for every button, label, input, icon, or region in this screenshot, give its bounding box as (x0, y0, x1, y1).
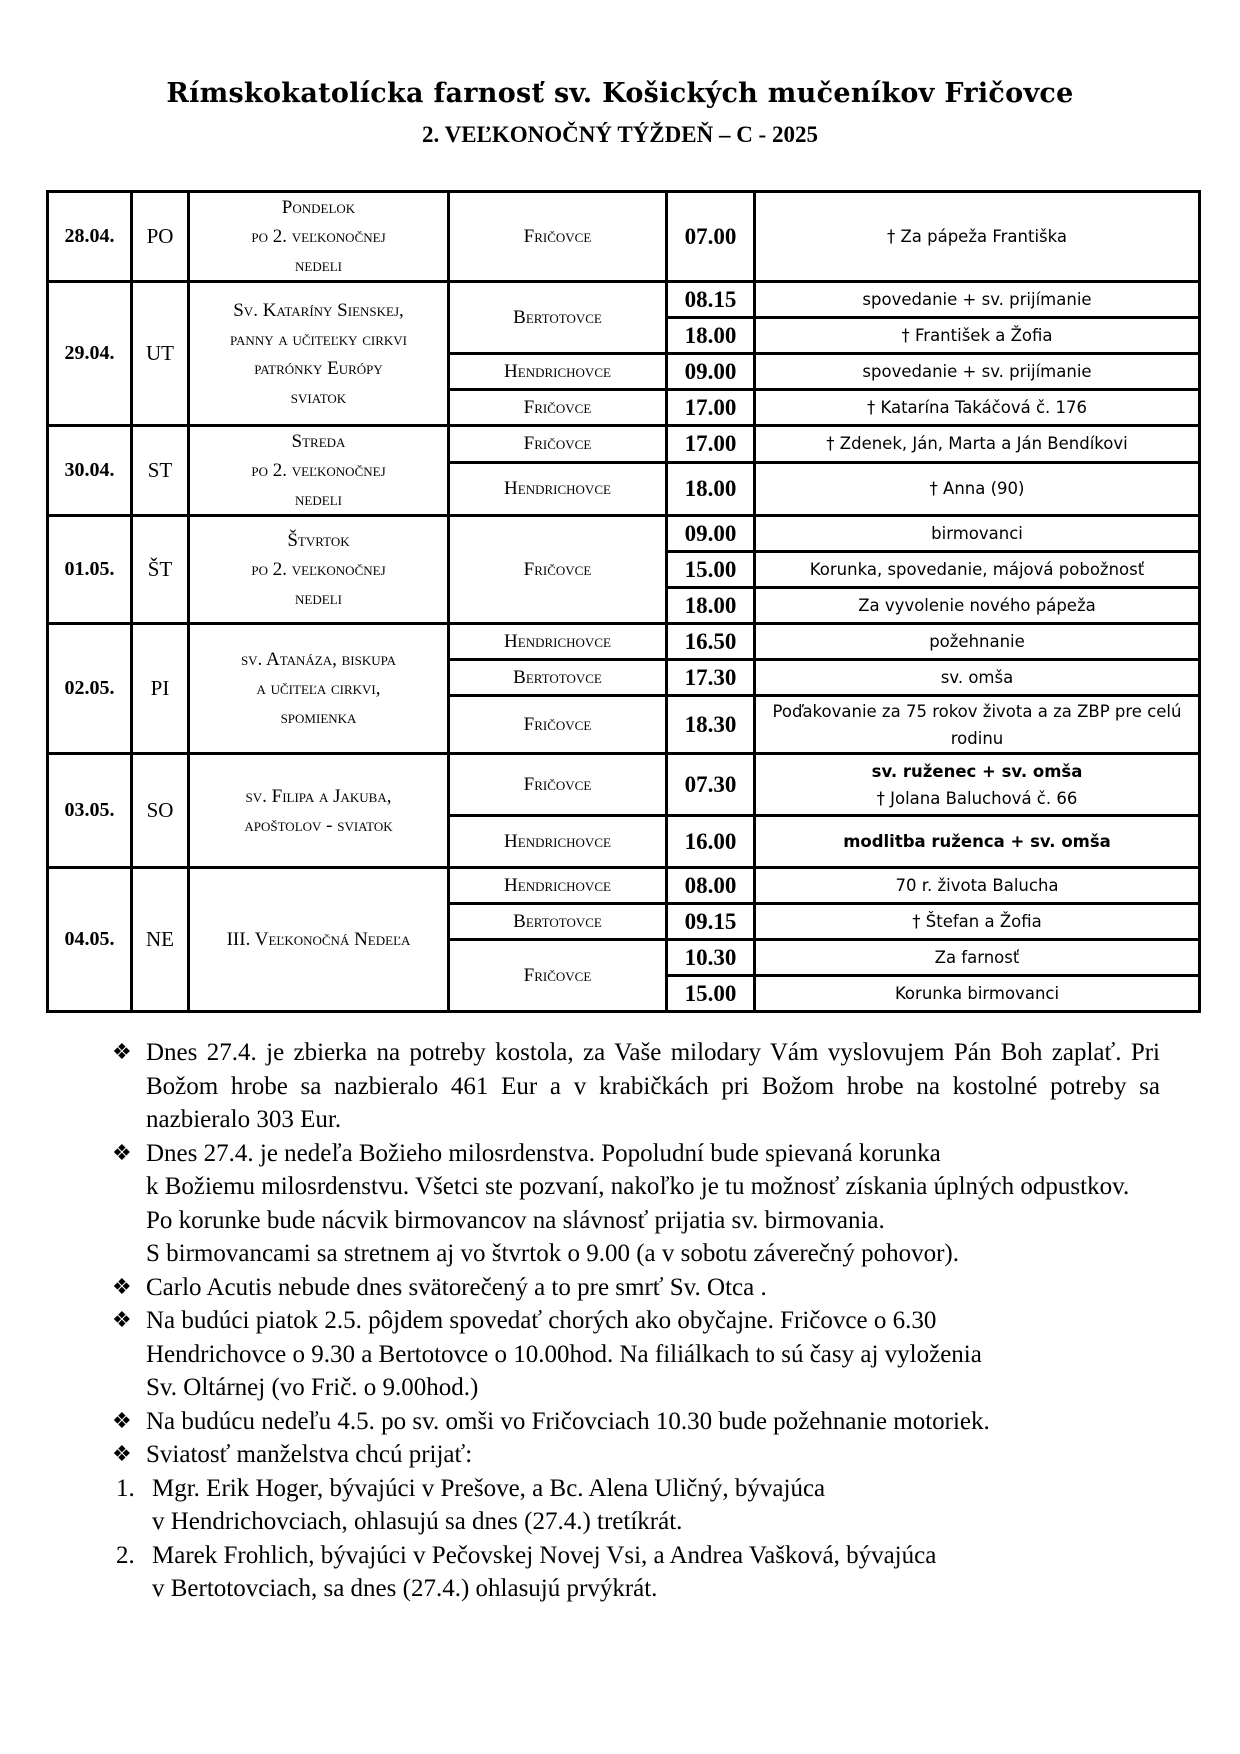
diamond-bullet-icon: ❖ (112, 1040, 132, 1065)
intention-cell: † Zdenek, Ján, Marta a Ján Bendíkovi (755, 426, 1200, 463)
marriage-item (110, 1472, 1160, 1539)
table-row (48, 426, 1200, 463)
location-cell: Fričovce (449, 426, 667, 463)
time-cell: 17.00 (667, 426, 755, 463)
intention-cell: † Štefan a Žofia (755, 904, 1200, 940)
marriage-item (110, 1539, 1160, 1606)
intention-cell (755, 754, 1200, 816)
diamond-bullet-icon: ❖ (112, 1308, 132, 1333)
occasion-cell (189, 516, 449, 624)
intention-cell: † Za pápeža Františka (755, 192, 1200, 282)
date-cell: 29.04. (48, 282, 132, 426)
time-cell: 18.00 (667, 318, 755, 354)
announcement-text: Sv. Oltárnej (vo Frič. o 9.00hod.) (146, 1374, 479, 1401)
marriage-text: Marek Frohlich, bývajúci v Pečovskej Novej Vsi, a Andrea Vašková, bývajúca (152, 1541, 937, 1569)
time-cell: 16.50 (667, 624, 755, 660)
day-cell: SO (132, 754, 189, 868)
table-row (48, 516, 1200, 552)
intention-cell: birmovanci (755, 516, 1200, 552)
schedule-table (46, 190, 1201, 1013)
occasion-line: apoštolov - sviatok (244, 814, 393, 836)
day-cell: PI (132, 624, 189, 754)
location-cell: Fričovce (449, 516, 667, 624)
time-cell: 15.00 (667, 976, 755, 1012)
location-cell: Fričovce (449, 754, 667, 816)
occasion-cell (189, 192, 449, 282)
location-cell: Hendrichovce (449, 354, 667, 390)
page-title: Rímskokatolícka farnosť sv. Košických mučeníkov Fričovce (166, 78, 1074, 109)
occasion-line: Pondelok (281, 197, 356, 218)
occasion-line: po 2. veľkonočnej (251, 460, 386, 481)
marriage-number: 2. (116, 1541, 135, 1569)
intention-cell: Poďakovanie za 75 rokov života a za ZBP pre celú rodinu (755, 696, 1200, 754)
diamond-bullet-icon: ❖ (112, 1442, 132, 1467)
day-cell: PO (132, 192, 189, 282)
occasion-line: Štvrtok (287, 530, 350, 551)
announcement-text: Carlo Acutis nebude dnes svätorečený a to pre smrť Sv. Otca . (146, 1273, 767, 1301)
occasion-line: panny a učiteľky cirkvi (230, 328, 407, 350)
date-cell: 28.04. (48, 192, 132, 282)
intention-cell: spovedanie + sv. prijímanie (755, 354, 1200, 390)
occasion-line: a učiteľa cirkvi, (256, 678, 381, 699)
time-cell: 09.15 (667, 904, 755, 940)
intention-cell: Za vyvolenie nového pápeža (755, 588, 1200, 624)
location-cell: Fričovce (449, 696, 667, 754)
intention-cell: † František a Žofia (755, 318, 1200, 354)
day-cell: NE (132, 868, 189, 1012)
occasion-line: Sv. Kataríny Sienskej, (233, 299, 404, 321)
marriage-text: Mgr. Erik Hoger, bývajúci v Prešove, a Bc. Alena Uličný, bývajúca (152, 1474, 826, 1502)
announcement-text: S birmovancami sa stretnem aj vo štvrtok o 9.00 (a v sobotu záverečný pohovor). (146, 1240, 960, 1267)
date-cell: 01.05. (48, 516, 132, 624)
table-row (48, 624, 1200, 660)
announcement-text: Po korunke bude nácvik birmovancov na slávnosť prijatia sv. birmovania. (146, 1206, 885, 1234)
date-cell: 03.05. (48, 754, 132, 868)
intention-cell: 70 r. života Balucha (755, 868, 1200, 904)
diamond-bullet-icon: ❖ (112, 1274, 132, 1300)
day-cell: ST (132, 426, 189, 516)
announcement-item (110, 1036, 1160, 1137)
table-row (48, 868, 1200, 904)
occasion-line: nedeli (295, 588, 342, 609)
intention-line: † Jolana Baluchová č. 66 (876, 788, 1078, 808)
date-cell: 02.05. (48, 624, 132, 754)
occasion-cell (189, 624, 449, 754)
intention-cell: † Anna (90) (755, 462, 1200, 515)
location-cell: Fričovce (449, 390, 667, 426)
intention-cell: požehnanie (755, 624, 1200, 660)
time-cell: 10.30 (667, 940, 755, 976)
time-cell: 07.00 (667, 192, 755, 282)
occasion-cell (189, 282, 449, 426)
location-cell: Hendrichovce (449, 462, 667, 515)
location-cell: Bertotovce (449, 660, 667, 696)
time-cell: 17.00 (667, 390, 755, 426)
intention-cell: spovedanie + sv. prijímanie (755, 282, 1200, 318)
occasion-line: po 2. veľkonočnej (251, 559, 386, 580)
announcement-text: Na budúcu nedeľu 4.5. po sv. omši vo Fričovciach 10.30 bude požehnanie motoriek. (146, 1407, 990, 1435)
occasion-line: po 2. veľkonočnej (251, 226, 386, 247)
announcement-text: Dnes 27.4. je zbierka na potreby kostola, za Vaše milodary Vám vyslovujem Pán Boh zaplať. Pri Božom hrobe sa nazbieralo 461 Eur a v krabičkách pri Božom hrobe na kostolné potreby sa nazbieralo 303 Eur. (146, 1039, 1160, 1133)
time-cell: 15.00 (667, 552, 755, 588)
diamond-bullet-icon: ❖ (112, 1140, 132, 1166)
time-cell: 07.30 (667, 754, 755, 816)
occasion-line: sviatok (290, 386, 347, 408)
occasion-line: spomienka (280, 707, 357, 728)
time-cell: 18.00 (667, 588, 755, 624)
marriage-text: v Hendrichovciach, ohlasujú sa dnes (27.4.) tretíkrát. (152, 1508, 683, 1535)
occasion-line: sv. Atanáza, biskupa (240, 649, 397, 670)
announcement-item (110, 1405, 1160, 1439)
announcement-item (110, 1304, 1160, 1405)
location-cell: Fričovce (449, 940, 667, 1012)
day-cell: UT (132, 282, 189, 426)
time-cell: 08.00 (667, 868, 755, 904)
date-cell: 30.04. (48, 426, 132, 516)
intention-cell: † Katarína Takáčová č. 176 (755, 390, 1200, 426)
occasion-cell: III. Veľkonočná Nedeľa (189, 868, 449, 1012)
announcement-text: Hendrichovce o 9.30 a Bertotovce o 10.00hod. Na filiálkach to sú časy aj vyloženia (146, 1340, 982, 1368)
intention-cell: sv. omša (755, 660, 1200, 696)
occasion-line: Streda (291, 431, 346, 452)
announcements (110, 1036, 1160, 1606)
marriage-text: v Bertotovciach, sa dnes (27.4.) ohlasujú prvýkrát. (152, 1575, 658, 1602)
marriage-number: 1. (116, 1474, 135, 1502)
time-cell: 08.15 (667, 282, 755, 318)
table-row (48, 282, 1200, 318)
time-cell: 18.00 (667, 462, 755, 515)
intention-bold-line: sv. ruženec + sv. omša (871, 761, 1083, 781)
occasion-cell (189, 754, 449, 868)
occasion-line: nedeli (295, 489, 342, 510)
announcement-text: Sviatosť manželstva chcú prijať: (146, 1441, 473, 1468)
table-row (48, 754, 1200, 816)
location-cell: Hendrichovce (449, 868, 667, 904)
announcement-text: Dnes 27.4. je nedeľa Božieho milosrdenstva. Popoludní bude spievaná korunka (146, 1139, 941, 1167)
occasion-cell (189, 426, 449, 516)
time-cell: 16.00 (667, 816, 755, 868)
intention-cell: Za farnosť (755, 940, 1200, 976)
location-cell: Bertotovce (449, 904, 667, 940)
announcement-item (110, 1438, 1160, 1472)
announcement-text: Na budúci piatok 2.5. pôjdem spovedať chorých ako obyčajne. Fričovce o 6.30 (146, 1307, 937, 1334)
diamond-bullet-icon: ❖ (112, 1408, 132, 1434)
announcement-item (110, 1137, 1160, 1271)
occasion-line: nedeli (295, 255, 342, 276)
time-cell: 09.00 (667, 516, 755, 552)
occasion-line: patrónky Európy (254, 357, 383, 379)
intention-cell: Korunka, spovedanie, májová pobožnosť (755, 552, 1200, 588)
location-cell: Hendrichovce (449, 816, 667, 868)
time-cell: 17.30 (667, 660, 755, 696)
page-subtitle: 2. VEĽKONOČNÝ TÝŽDEŇ – C - 2025 (422, 122, 818, 147)
time-cell: 18.30 (667, 696, 755, 754)
location-cell: Bertotovce (449, 282, 667, 354)
intention-cell: modlitba ruženca + sv. omša (755, 816, 1200, 868)
day-cell: ŠT (132, 516, 189, 624)
announcement-item (110, 1271, 1160, 1305)
occasion-line: sv. Filipa a Jakuba, (245, 785, 392, 807)
intention-cell: Korunka birmovanci (755, 976, 1200, 1012)
location-cell: Fričovce (449, 192, 667, 282)
announcement-text: k Božiemu milosrdenstvu. Všetci ste pozvaní, nakoľko je tu možnosť získania úplných odpustkov. (146, 1173, 1130, 1200)
location-cell: Hendrichovce (449, 624, 667, 660)
time-cell: 09.00 (667, 354, 755, 390)
table-row (48, 192, 1200, 282)
date-cell: 04.05. (48, 868, 132, 1012)
